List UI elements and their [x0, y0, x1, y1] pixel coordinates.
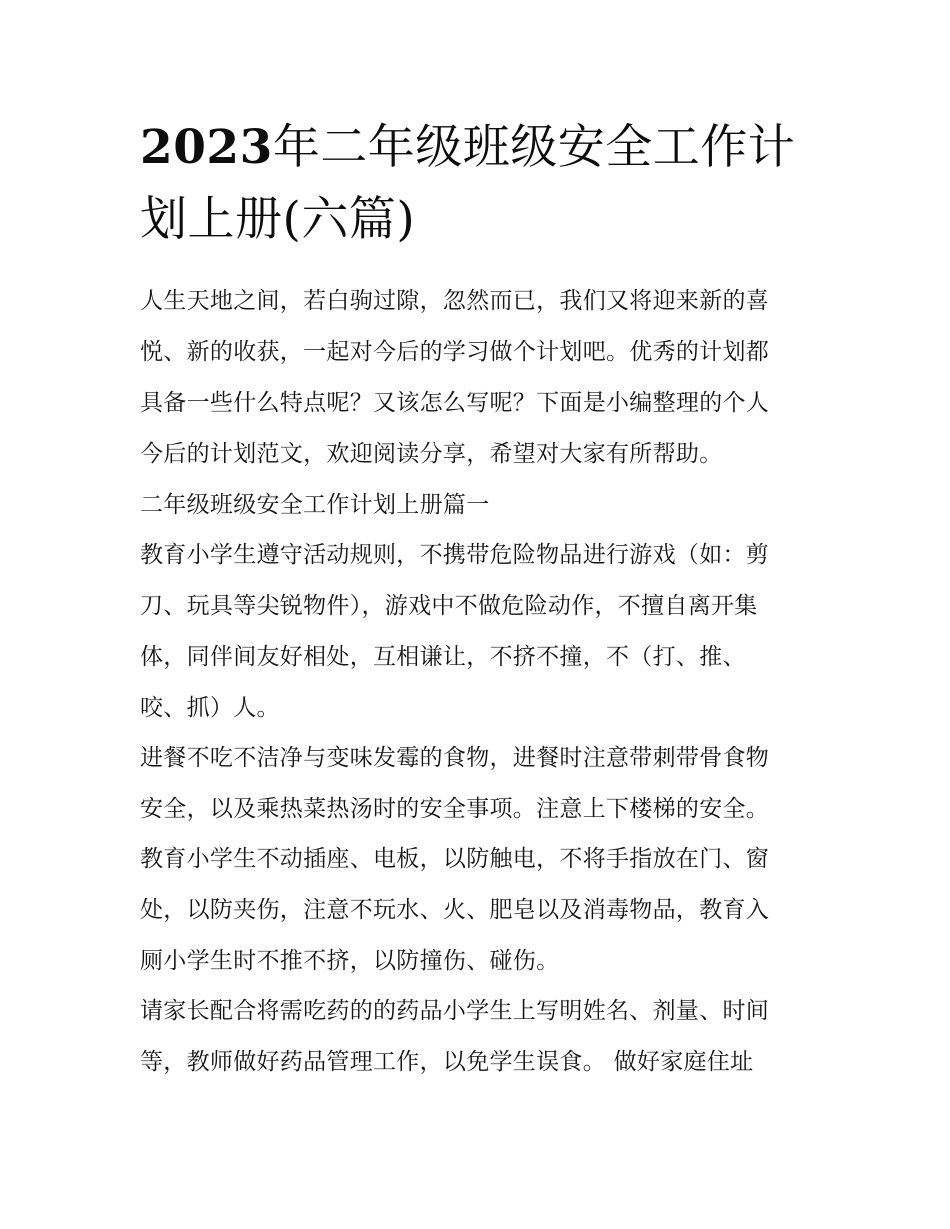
paragraph-line: 咬、抓）人。 — [140, 695, 280, 721]
document-title — [140, 112, 820, 256]
title-line-2: 划上册(六篇) — [140, 192, 416, 247]
paragraph-line: 等，教师做好药品管理工作，以免学生误食。 做好家庭住址 — [140, 1049, 754, 1075]
title-year: 2023 — [140, 120, 273, 175]
document-body — [140, 276, 830, 1088]
paragraph-line: 安全，以及乘热菜热汤时的安全事项。注意上下楼梯的安全。 — [140, 796, 770, 822]
intro-line-3: 具备一些什么特点呢？又该怎么写呢？下面是小编整理的个人 — [140, 390, 770, 416]
paragraph-line: 处，以防夹伤，注意不玩水、火、肥皂以及消毒物品，教育入 — [140, 897, 770, 923]
paragraph-line: 进餐不吃不洁净与变味发霉的食物，进餐时注意带刺带骨食物 — [140, 745, 770, 771]
paragraph-line: 教育小学生不动插座、电板，以防触电，不将手指放在门、窗 — [140, 846, 770, 872]
paragraph-line: 体，同伴间友好相处，互相谦让，不挤不撞，不（打、推、 — [140, 644, 746, 670]
paragraph-line: 刀、玩具等尖锐物件），游戏中不做危险动作，不擅自离开集 — [140, 593, 758, 619]
title-line-1 — [140, 112, 820, 184]
title-line-1-text: 年二年级班级安全工作计 — [272, 120, 796, 175]
intro-line-4: 今后的计划范文，欢迎阅读分享，希望对大家有所帮助。 — [140, 441, 723, 467]
intro-line-1: 人生天地之间，若白驹过隙，忽然而已，我们又将迎来新的喜 — [140, 288, 770, 314]
intro-line-2: 悦、新的收获，一起对今后的学习做个计划吧。优秀的计划都 — [140, 339, 770, 365]
paragraph-line: 教育小学生遵守活动规则，不携带危险物品进行游戏（如：剪 — [140, 542, 770, 568]
section-heading: 二年级班级安全工作计划上册篇一 — [140, 492, 490, 518]
paragraph-line: 请家长配合将需吃药的的药品小学生上写明姓名、剂量、时间 — [140, 998, 770, 1024]
paragraph-line: 厕小学生时不推不挤，以防撞伤、碰伤。 — [140, 948, 560, 974]
